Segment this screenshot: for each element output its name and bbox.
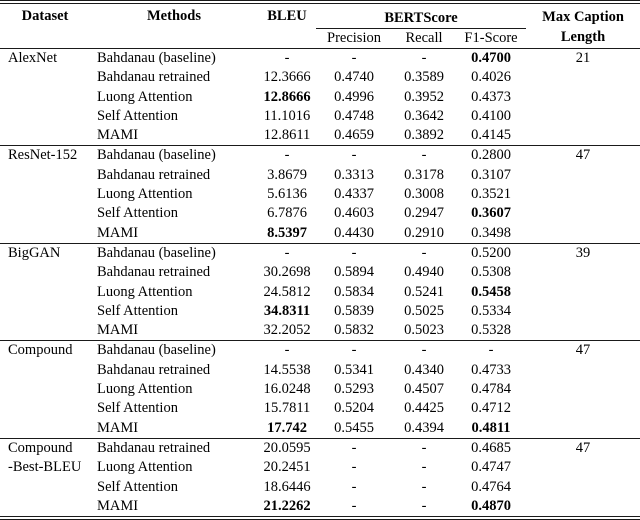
bleu-cell: 8.5397: [267, 224, 307, 241]
recall-cell: 0.3892: [404, 127, 444, 144]
recall-cell: 0.4340: [404, 361, 444, 378]
method-cell: Bahdanau retrained: [97, 69, 211, 86]
bleu-cell: -: [258, 49, 316, 69]
recall-cell: 0.3952: [404, 88, 444, 105]
f1-cell: 0.4733: [471, 361, 511, 378]
table-row: [0, 243, 640, 263]
col-header-methods: Methods: [147, 8, 201, 24]
table-row: [0, 438, 640, 458]
method-cell: MAMI: [97, 322, 139, 339]
method-cell: Luong Attention: [97, 459, 193, 476]
f1-cell: 0.3498: [471, 224, 511, 241]
method-cell: Luong Attention: [97, 381, 193, 398]
recall-cell: -: [421, 478, 427, 495]
recall-cell: -: [421, 459, 427, 476]
f1-cell: 0.3521: [471, 186, 511, 203]
bleu-cell: 15.7811: [263, 400, 311, 417]
bleu-cell: 12.8666: [263, 88, 311, 105]
f1-cell: 0.4026: [471, 69, 511, 86]
col-header-dataset: Dataset: [21, 8, 69, 24]
precision-cell: 0.5832: [334, 322, 374, 339]
method-cell: MAMI: [97, 419, 139, 436]
precision-cell: 0.5839: [334, 302, 374, 319]
bleu-cell: -: [258, 146, 316, 166]
precision-cell: -: [316, 438, 392, 458]
bleu-cell: -: [258, 243, 316, 263]
precision-cell: 0.4740: [334, 69, 374, 86]
dataset-label-line1: Compound: [8, 439, 73, 456]
f1-cell: 0.5200: [456, 243, 526, 263]
bleu-cell: 12.3666: [263, 69, 311, 86]
f1-cell: 0.4784: [471, 381, 511, 398]
col-header-bleu: BLEU: [267, 8, 307, 24]
f1-cell: 0.2800: [456, 146, 526, 166]
f1-cell: 0.4700: [456, 49, 526, 69]
recall-cell: -: [392, 146, 456, 166]
precision-cell: 0.5894: [334, 264, 374, 281]
recall-cell: 0.2910: [404, 224, 444, 241]
f1-cell: 0.4100: [471, 107, 511, 124]
precision-cell: 0.4659: [334, 127, 374, 144]
method-cell: Bahdanau retrained: [97, 166, 211, 183]
max-caption-cell: 47: [526, 341, 640, 438]
f1-cell: 0.3107: [471, 166, 511, 183]
recall-cell: -: [392, 49, 456, 69]
col-header-f1: F1-Score: [464, 30, 518, 46]
f1-cell: 0.4145: [471, 127, 511, 144]
dataset-cell: ResNet-152: [0, 146, 90, 243]
precision-cell: 0.3313: [334, 166, 374, 183]
header-row-1: [0, 4, 640, 29]
method-cell: Bahdanau (baseline): [90, 341, 258, 361]
precision-cell: -: [351, 459, 357, 476]
method-cell: Self Attention: [97, 107, 178, 124]
precision-cell: -: [351, 497, 357, 514]
f1-cell: -: [456, 341, 526, 361]
f1-cell: 0.4811: [471, 419, 511, 436]
f1-cell: 0.3607: [471, 205, 511, 222]
precision-cell: 0.5834: [334, 283, 374, 300]
method-cell: MAMI: [97, 497, 139, 514]
col-header-recall: Recall: [405, 30, 443, 46]
dataset-cell: BigGAN: [0, 243, 90, 340]
f1-cell: 0.5458: [471, 283, 511, 300]
bleu-cell: 12.8611: [263, 127, 311, 144]
bleu-cell: 32.2052: [263, 322, 311, 339]
max-caption-cell: 21: [526, 49, 640, 146]
recall-cell: 0.5241: [404, 283, 444, 300]
precision-cell: 0.4337: [334, 186, 374, 203]
precision-cell: -: [316, 243, 392, 263]
col-header-bertscore: BERTScore: [316, 4, 526, 29]
dataset-cell: AlexNet: [0, 49, 90, 146]
bleu-cell: 5.6136: [267, 186, 307, 203]
bleu-cell: 24.5812: [263, 283, 311, 300]
max-caption-cell: 47: [526, 438, 640, 516]
max-caption-line2: Length: [560, 29, 606, 45]
table-row: [0, 146, 640, 166]
precision-cell: 0.5204: [334, 400, 374, 417]
f1-cell: 0.5308: [471, 264, 511, 281]
recall-cell: 0.3008: [404, 186, 444, 203]
precision-cell: 0.5455: [334, 419, 374, 436]
f1-cell: 0.4870: [471, 497, 511, 514]
bleu-cell: 6.7876: [267, 205, 307, 222]
bleu-cell: 18.6446: [263, 478, 311, 495]
bleu-cell: 14.5538: [263, 361, 311, 378]
recall-cell: 0.3589: [404, 69, 444, 86]
recall-cell: 0.4425: [404, 400, 444, 417]
precision-cell: 0.4603: [334, 205, 374, 222]
method-cell: MAMI: [97, 127, 139, 144]
results-table: [0, 4, 640, 516]
max-caption-cell: 47: [526, 146, 640, 243]
f1-cell: 0.4747: [471, 459, 511, 476]
f1-cell: 0.4373: [471, 88, 511, 105]
max-caption-line1: Max Caption: [542, 9, 624, 25]
precision-cell: 0.4430: [334, 224, 374, 241]
precision-cell: 0.4748: [334, 107, 374, 124]
precision-cell: -: [351, 478, 357, 495]
f1-cell: 0.4764: [471, 478, 511, 495]
recall-cell: 0.4507: [404, 381, 444, 398]
bleu-cell: 3.8679: [267, 166, 307, 183]
bleu-cell: 34.8311: [263, 302, 311, 319]
precision-cell: -: [316, 146, 392, 166]
precision-cell: -: [316, 341, 392, 361]
method-cell: Bahdanau (baseline): [90, 146, 258, 166]
recall-cell: 0.2947: [404, 205, 444, 222]
recall-cell: 0.3642: [404, 107, 444, 124]
f1-cell: 0.4712: [471, 400, 511, 417]
bleu-cell: 21.2262: [263, 497, 311, 514]
method-cell: Bahdanau (baseline): [90, 49, 258, 69]
precision-cell: 0.5293: [334, 381, 374, 398]
recall-cell: 0.5025: [404, 302, 444, 319]
bleu-cell: 17.742: [267, 419, 307, 436]
recall-cell: -: [421, 497, 427, 514]
precision-cell: -: [316, 49, 392, 69]
col-header-precision: Precision: [327, 30, 381, 46]
f1-cell: 0.5334: [471, 302, 511, 319]
table-row: [0, 341, 640, 361]
method-cell: Self Attention: [97, 400, 178, 417]
method-cell: Self Attention: [97, 205, 178, 222]
method-cell: Self Attention: [97, 302, 178, 319]
bleu-cell: 20.0595: [258, 438, 316, 458]
col-header-max-caption: [526, 4, 640, 49]
dataset-cell: [0, 438, 90, 516]
bleu-cell: 11.1016: [263, 107, 311, 124]
f1-cell: 0.5328: [471, 322, 511, 339]
recall-cell: 0.4940: [404, 264, 444, 281]
bleu-cell: -: [258, 341, 316, 361]
method-cell: Bahdanau retrained: [90, 438, 258, 458]
method-cell: Luong Attention: [97, 88, 193, 105]
dataset-cell: Compound: [0, 341, 90, 438]
recall-cell: 0.5023: [404, 322, 444, 339]
method-cell: Bahdanau retrained: [97, 264, 211, 281]
table-row: [0, 49, 640, 69]
recall-cell: 0.3178: [404, 166, 444, 183]
max-caption-cell: 39: [526, 243, 640, 340]
table-header: [0, 4, 640, 49]
bleu-cell: 30.2698: [263, 264, 311, 281]
bleu-cell: 20.2451: [263, 459, 311, 476]
method-cell: Luong Attention: [97, 186, 193, 203]
bleu-cell: 16.0248: [263, 381, 311, 398]
method-cell: Bahdanau retrained: [97, 361, 211, 378]
method-cell: Luong Attention: [97, 283, 193, 300]
f1-cell: 0.4685: [456, 438, 526, 458]
recall-cell: -: [392, 438, 456, 458]
recall-cell: -: [392, 341, 456, 361]
recall-cell: -: [392, 243, 456, 263]
precision-cell: 0.4996: [334, 88, 374, 105]
method-cell: Bahdanau (baseline): [90, 243, 258, 263]
recall-cell: 0.4394: [404, 419, 444, 436]
precision-cell: 0.5341: [334, 361, 374, 378]
method-cell: MAMI: [97, 224, 139, 241]
table-body: [0, 49, 640, 517]
method-cell: Self Attention: [97, 478, 178, 495]
dataset-label-line2: -Best-BLEU: [8, 459, 82, 476]
